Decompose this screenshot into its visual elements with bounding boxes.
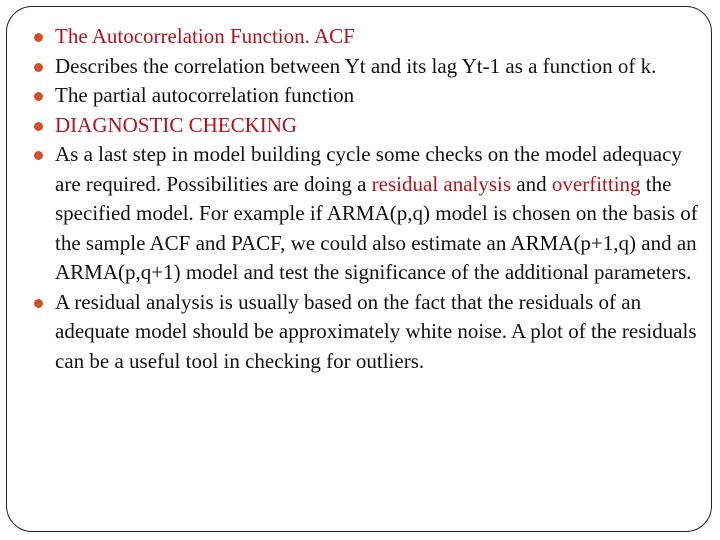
bullet-item — [30, 140, 710, 288]
bullet-item — [30, 52, 710, 82]
bullet-dot-icon — [34, 151, 43, 160]
bullet-dot-icon — [34, 122, 43, 131]
bullet-item — [30, 111, 710, 141]
bullet-dot-icon — [34, 92, 43, 101]
bullet-dot-icon — [34, 63, 43, 72]
bullet-item — [30, 22, 710, 52]
bullet-dot-icon — [34, 33, 43, 42]
bullet-text: Describes the correlation between Yt and its lag Yt-1 as a function of k. — [55, 53, 657, 78]
slide-content — [30, 22, 710, 376]
bullet-text: DIAGNOSTIC CHECKING — [55, 112, 298, 137]
bullet-text: A residual analysis is usually based on the fact that the residuals of an adequate model should be approximately white noise. A plot of the residuals can be a useful tool in checking for outliers. — [55, 289, 697, 373]
bullet-text: and — [511, 171, 552, 196]
bullet-item — [30, 288, 710, 377]
bullet-text: As a last step in model building cycle some checks on the model adequacy are required. Possibilities are doing a — [55, 142, 682, 196]
highlight-residual-analysis: residual analysis — [371, 171, 512, 196]
bullet-text: the specified model. For example if ARMA(p,q) model is chosen on the basis of the sample ACF and PACF, we could also estimate an ARMA(p+1,q) and an ARMA(p,q+1) model and test the significance of the additional parameters. — [55, 171, 698, 284]
highlight-overfitting: overfitting — [551, 171, 641, 196]
bullet-item — [30, 81, 710, 111]
bullet-text: The partial autocorrelation function — [55, 83, 355, 107]
bullet-dot-icon — [34, 299, 43, 308]
bullet-text: The Autocorrelation Function. ACF — [55, 24, 355, 48]
